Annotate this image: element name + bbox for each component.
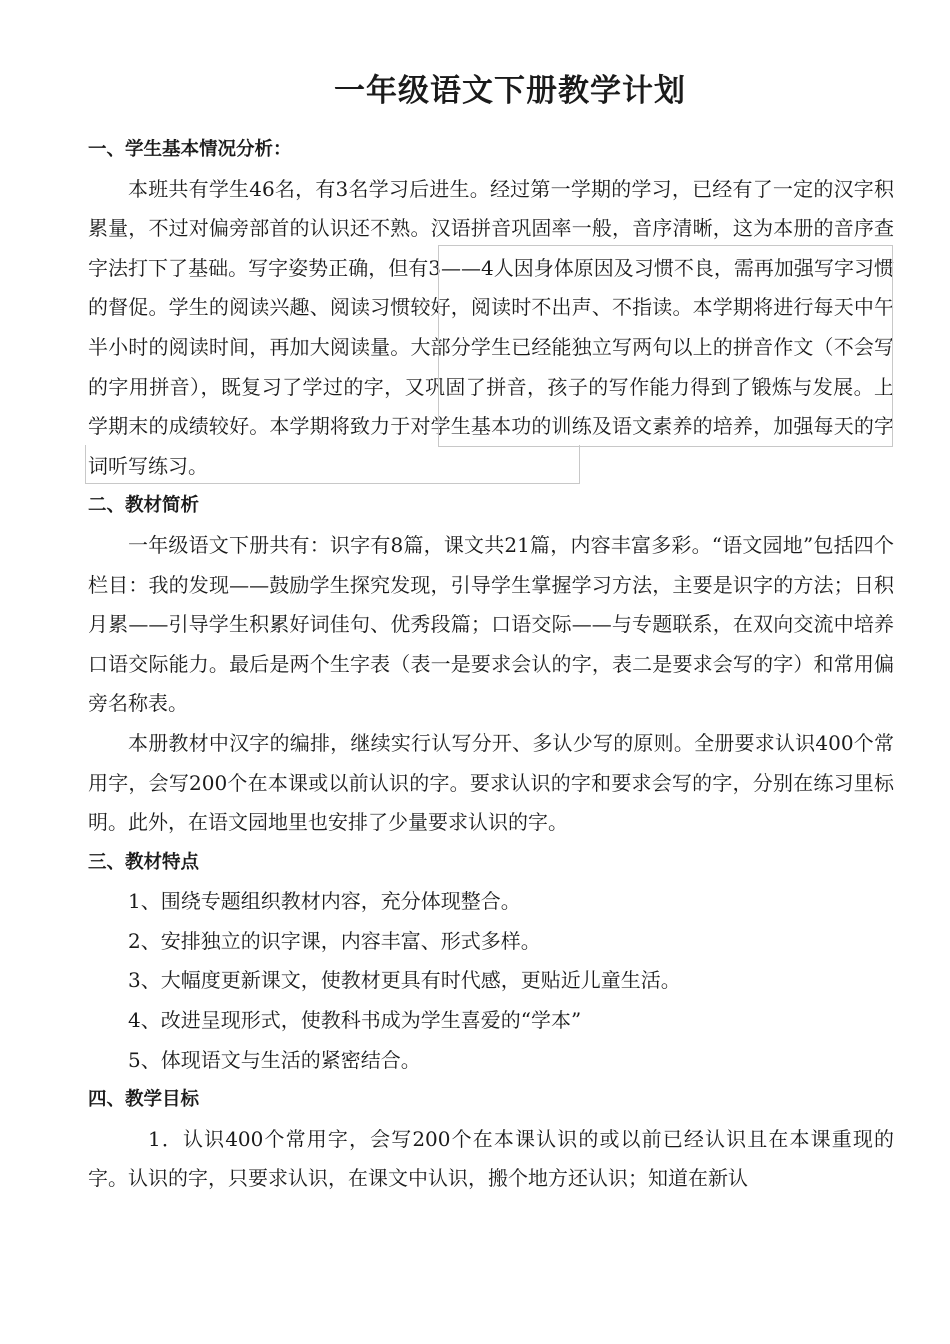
document-title: 一年级语文下册教学计划 — [334, 73, 686, 109]
document-body — [88, 130, 894, 1199]
feature-list-item: 4、改进呈现形式，使教科书成为学生喜爱的“学本” — [128, 1008, 582, 1033]
textbook-overview-paragraph-1: 一年级语文下册共有：识字有8篇，课文共21篇，内容丰富多彩。“语文园地”包括四个栏目：我的发现——鼓励学生探究发现，引导学生掌握学习方法，主要是识字的方法；日积月累——引导学生积累好词佳句、优秀段篇；口语交际——与专题联系，在双向交流中培养口语交际能力。最后是两个生字表（表一是要求会认的字，表二是要求会写的字）和常用偏旁名称表。 — [88, 532, 894, 716]
feature-list-item: 2、安排独立的识字课，内容丰富、形式多样。 — [128, 928, 541, 953]
feature-list-item: 5、体现语文与生活的紧密结合。 — [128, 1047, 421, 1072]
section-heading-student-analysis: 一、学生基本情况分析： — [88, 139, 292, 160]
feature-list-item: 3、大幅度更新课文，使教材更具有时代感，更贴近儿童生活。 — [128, 968, 681, 993]
feature-list-item: 1、围绕专题组织教材内容，充分体现整合。 — [128, 889, 521, 914]
section-heading-teaching-goals: 四、教学目标 — [88, 1089, 200, 1111]
textbook-overview-paragraph-2: 本册教材中汉字的编排，继续实行认写分开、多认少写的原则。全册要求认识400个常用字，会写200个在本课或以前认识的字。要求认识的字和要求会写的字，分别在练习里标明。此外，在语文园地里也安排了少量要求认识的字。 — [88, 730, 894, 835]
student-analysis-paragraph: 本班共有学生46名，有3名学习后进生。经过第一学期的学习，已经有了一定的汉字积累量，不过对偏旁部首的认识还不熟。汉语拼音巩固率一般，音序清晰，这为本册的音序查字法打下了基础。写字姿势正确，但有3——4人因身体原因及习惯不良，需再加强写字习惯的督促。学生的阅读兴趣、阅读习惯较好，阅读时不出声、不指读。本学期将进行每天中午半小时的阅读时间，再加大阅读量。大部分学生已经能独立写两句以上的拼音作文（不会写的字用拼音），既复习了学过的字，又巩固了拼音，孩子的写作能力得到了锻炼与发展。上学期末的成绩较好。本学期将致力于对学生基本功的训练及语文素养的培养，加强每天的字词听写练习。 — [88, 176, 894, 478]
teaching-goal-paragraph-1: 1．认识400个常用字，会写200个在本课认识的或以前已经认识且在本课重现的字。认识的字，只要求认识，在课文中认识，搬个地方还认识；知道在新认 — [88, 1126, 894, 1191]
section-heading-textbook-overview: 二、教材简析 — [88, 495, 200, 517]
section-heading-textbook-features: 三、教材特点 — [88, 851, 200, 873]
